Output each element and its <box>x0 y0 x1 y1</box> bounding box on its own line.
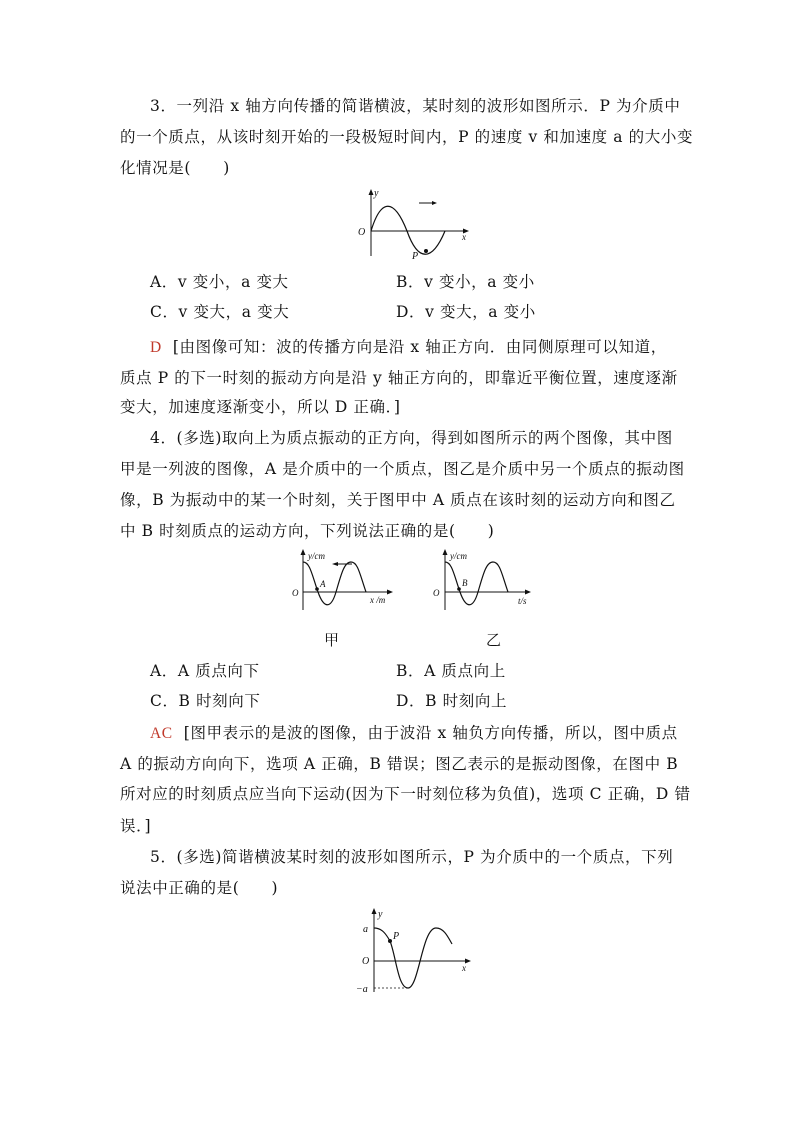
q4-option-c: C．B 时刻向下 <box>150 692 261 710</box>
q3-origin-label: O <box>358 227 366 238</box>
q4-caption-yi: 乙 <box>486 631 502 649</box>
q3-explanation-text-1: [由图像可知：波的传播方向是沿 x 轴正方向．由同侧原理可以知道， <box>172 338 667 356</box>
q5-amplitude-label: a <box>363 924 368 935</box>
q3-x-axis-label: x <box>462 232 466 242</box>
q4-explanation-text-1: [图甲表示的是波的图像，由于波沿 x 轴负方向传播，所以，图中质点 <box>183 724 678 742</box>
q3-line-3: 化情况是( ) <box>120 159 230 177</box>
q4-line-2: 甲是一列波的图像，A 是介质中的一个质点，图乙是介质中另一个质点的振动图 <box>120 460 685 478</box>
q4-yi-origin-label: O <box>433 588 440 598</box>
q5-neg-amplitude-label: −a <box>356 984 368 995</box>
q4-explanation-line-3: 所对应的时刻质点应当向下运动(因为下一时刻位移为负值)，选项 C 正确，D 错 <box>120 785 691 803</box>
q5-x-axis-label: x <box>462 963 466 973</box>
q3-point-p-label: P <box>412 251 419 260</box>
q4-yi-y-axis-label: y/cm <box>450 551 467 561</box>
q4-explanation-line-4: 误．] <box>120 817 152 835</box>
q4-figure-yi <box>430 548 536 612</box>
q4-line-1: 4．(多选)取向上为质点振动的正方向，得到如图所示的两个图像，其中图 <box>150 429 673 447</box>
q5-line-1: 5．(多选)简谐横波某时刻的波形如图所示，P 为介质中的一个质点，下列 <box>150 848 674 866</box>
q5-wave-figure <box>352 904 476 996</box>
q4-caption-jia: 甲 <box>324 631 340 649</box>
q4-jia-point-a-label: A <box>320 579 326 589</box>
q3-option-d: D．v 变大，a 变小 <box>396 303 536 321</box>
q4-answer: AC <box>150 725 173 742</box>
q3-wave-figure <box>352 186 476 260</box>
q4-jia-origin-label: O <box>292 588 299 598</box>
q4-option-b: B．A 质点向上 <box>396 662 506 680</box>
q5-line-2: 说法中正确的是( ) <box>120 879 279 897</box>
q3-line-1: 3．一列沿 x 轴方向传播的简谐横波，某时刻的波形如图所示．P 为介质中 <box>150 97 681 115</box>
q3-y-axis-label: y <box>374 188 379 199</box>
q4-line-3: 像，B 为振动中的某一个时刻，关于图甲中 A 质点在该时刻的运动方向和图乙 <box>120 491 676 509</box>
q4-option-a: A．A 质点向下 <box>150 662 260 680</box>
q3-explanation-line-3: 变大，加速度逐渐变小，所以 D 正确．] <box>120 398 401 416</box>
q4-line-4: 中 B 时刻质点的运动方向，下列说法正确的是( ) <box>120 522 495 540</box>
q3-explanation-line-2: 质点 P 的下一时刻的振动方向是沿 y 轴正方向的，即靠近平衡位置，速度逐渐 <box>120 369 678 387</box>
q5-origin-label: O <box>362 956 370 967</box>
q5-y-axis-label: y <box>378 909 383 920</box>
q3-line-2: 的一个质点，从该时刻开始的一段极短时间内，P 的速度 v 和加速度 a 的大小变 <box>120 128 694 146</box>
q4-jia-x-axis-label: x /m <box>370 595 386 605</box>
q4-yi-x-axis-label: t/s <box>518 596 527 606</box>
q4-jia-y-axis-label: y/cm <box>308 551 325 561</box>
q3-option-c: C．v 变大，a 变大 <box>150 303 290 321</box>
q4-explanation-line-2: A 的振动方向向下，选项 A 正确，B 错误；图乙表示的是振动图像，在图中 B <box>120 755 679 773</box>
q5-point-p-label: P <box>393 931 400 942</box>
q3-answer: D <box>150 339 162 356</box>
q4-explanation-line-1 <box>150 723 710 744</box>
q3-option-a: A．v 变小，a 变大 <box>150 273 289 291</box>
q4-option-d: D．B 时刻向上 <box>396 692 508 710</box>
q4-yi-point-b-label: B <box>462 578 468 588</box>
q4-figure-jia <box>288 548 396 612</box>
q3-option-b: B．v 变小，a 变小 <box>396 273 535 291</box>
q3-explanation-line-1 <box>150 337 710 358</box>
